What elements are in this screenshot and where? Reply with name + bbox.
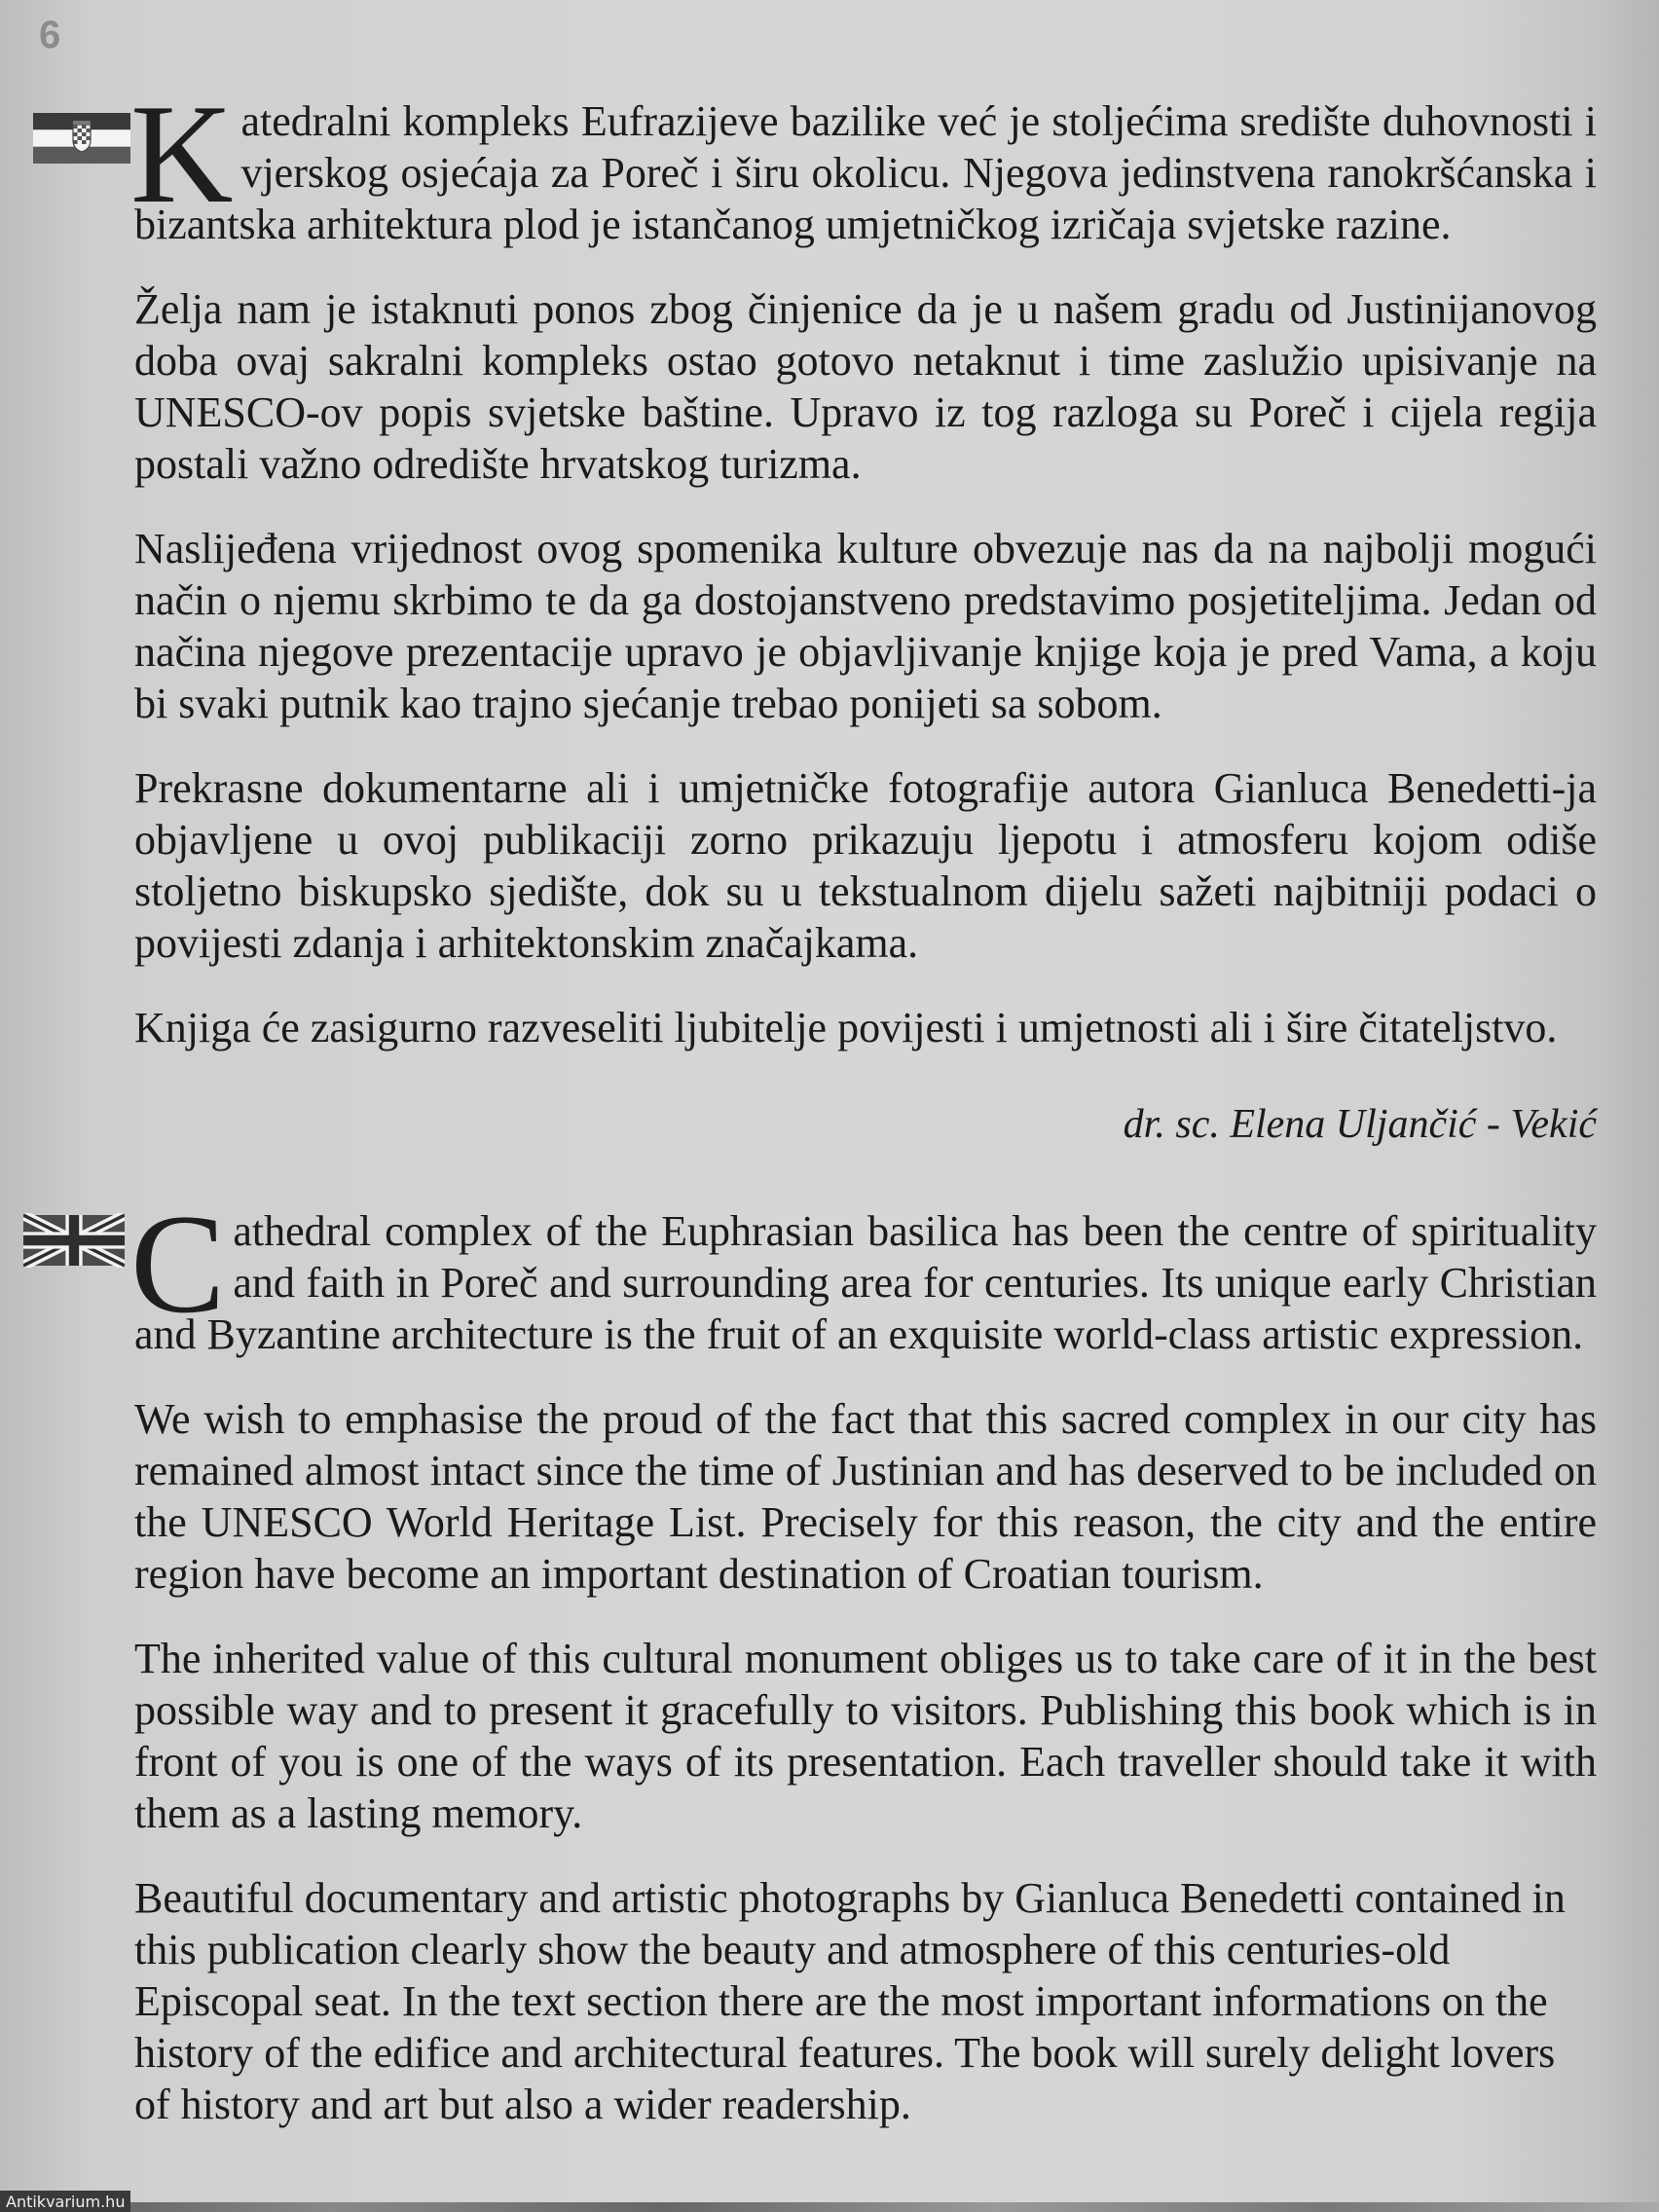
english-paragraph-3: The inherited value of this cultural monument obliges us to take care of it in the best possible way and to present it gracefully to visitors. Publishing this book which is in front of you is one of the ways of its presentation. Each traveller should take it with them as a lasting memory. [134,1635,1597,1837]
croatian-paragraph-3: Naslijeđena vrijednost ovog spomenika kulture obvezuje nas da na najbolji mogući način o njemu skrbimo te da ga dostojanstveno predstavimo posjetiteljima. Jedan od načina njegove prezentacije upravo je objavljivanje knjige koja je pred Vama, a koju bi svaki putnik kao trajno sjećanje trebao ponijeti sa sobom. [134,525,1597,727]
croatian-paragraph-1 [130,75,1597,250]
english-paragraph-2: We wish to emphasise the proud of the fact that this sacred complex in our city has remained almost intact since the time of Justinian and has deserved to be included on the UNESCO World Heritage List. Precisely for this reason, the city and the entire region have become an important destination of Croatian tourism. [134,1395,1597,1598]
croatian-text-section [130,75,1597,1149]
english-paragraph-4: Beautiful documentary and artistic photographs by Gianluca Benedetti contained in this publication clearly show the beauty and atmosphere of this centuries-old Episcopal seat. In the text section there are the most important informations on the history of the edifice and architectural features. The book will surely delight lovers of history and art but also a wider readership. [134,1874,1566,2128]
author-signature: dr. sc. Elena Uljančić - Vekić [1123,1102,1597,1147]
croatian-paragraph-5: Knjiga će zasigurno razveseliti ljubitelje povijesti i umjetnosti ali i šire čitateljstvo. [134,1004,1558,1051]
uk-flag-icon [23,1213,125,1268]
croatian-paragraph-2: Želja nam je istaknuti ponos zbog činjenice da je u našem gradu od Justinijanovog doba ovaj sakralni kompleks ostao gotovo netaknut i time zaslužio upisivanje na UNESCO-ov popis svjetske baštine. Upravo iz tog razloga su Poreč i cijela regija postali važno odredište hrvatskog turizma. [134,285,1597,488]
page-number: 6 [39,14,61,56]
croatian-dropcap: K [130,75,234,233]
croatian-paragraph-4: Prekrasne dokumentarne ali i umjetničke fotografije autora Gianluca Benedetti-ja objavljene u ovoj publikaciji zorno prikazuju ljepotu i atmosferu kojom odiše stoljetno biskupsko sjedište, dok su u tekstualnom dijelu sažeti najbitniji podaci o povijesti zdanja i arhitektonskim značajkama. [134,764,1597,967]
watermark: Antikvarium.hu [0,2191,130,2212]
english-dropcap: C [130,1185,226,1343]
english-text-section [130,1185,1597,2163]
english-paragraph-1 [130,1185,1597,1360]
paragraph-text: atedralni kompleks Eufrazijeve bazilike već je stoljećima središte duhovnosti i vjerskog osjećaja za Poreč i širu okolicu. Njegova jedinstvena ranokršćanska i bizantska arhitektura plod je istančanog umjetničkog izričaja svjetske razine. [134,97,1597,248]
paragraph-text: athedral complex of the Euphrasian basilica has been the centre of spirituality and faith in Poreč and surrounding area for centuries. Its unique early Christian and Byzantine architecture is the fruit of an exquisite world-class artistic expression. [134,1207,1597,1358]
bottom-photo-edge [0,2202,1659,2212]
croatian-flag-icon [33,113,130,164]
